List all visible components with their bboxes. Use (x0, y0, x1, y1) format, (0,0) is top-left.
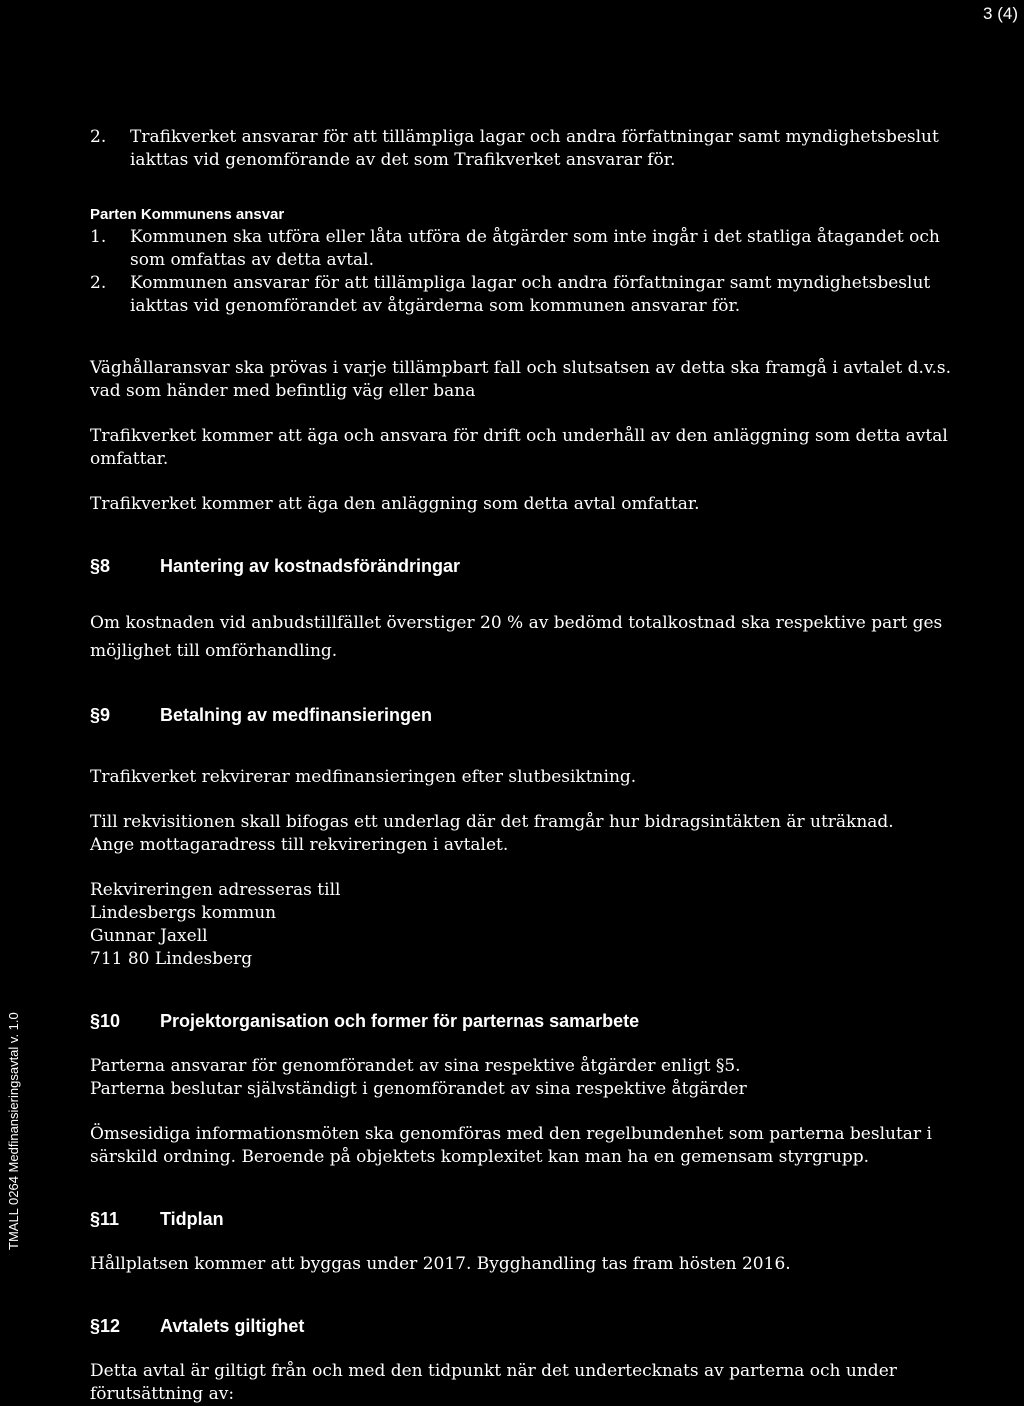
kommun-item-1 (90, 226, 970, 272)
paragraph-aga-anlaggning: Trafikverket kommer att äga den anläggning som detta avtal omfattar. (90, 494, 700, 514)
section-10-heading (90, 1010, 970, 1033)
item-number: 2. (90, 273, 107, 293)
kommun-heading: Parten Kommunens ansvar (90, 206, 285, 223)
item-text: Kommunen ansvarar för att tillämpliga lagar och andra författningar samt myndighetsbeslut iakttas vid genomförandet av åtgärderna som kommunen ansvarar för. (130, 273, 931, 316)
address-line: Gunnar Jaxell (90, 926, 208, 946)
document-body (90, 126, 970, 1406)
section-number: §12 (90, 1316, 121, 1336)
address-block (90, 879, 970, 971)
section-12-text: Detta avtal är giltigt från och med den tidpunkt när det undertecknats av parterna och under förutsättning av: (90, 1361, 897, 1404)
address-line: 711 80 Lindesberg (90, 949, 253, 969)
kommun-item-2 (90, 272, 970, 318)
section-12-heading (90, 1315, 970, 1338)
section-title: Betalning av medfinansieringen (160, 705, 433, 725)
paragraph-drift-underhall: Trafikverket kommer att äga och ansvara för drift och underhåll av den anläggning som detta avtal omfattar. (90, 426, 948, 469)
section-9-heading (90, 704, 970, 727)
section-title: Tidplan (160, 1209, 224, 1229)
section-number: §8 (90, 556, 111, 576)
section-9-p2-line2: Ange mottagaradress till rekvireringen i avtalet. (90, 835, 509, 855)
section-10-p2: Ömsesidiga informationsmöten ska genomföras med den regelbundenhet som parterna beslutar i särskild ordning. Beroende på objektets komplexitet kan man ha en gemensam styrgrupp. (90, 1124, 932, 1167)
section-9-p2-line1: Till rekvisitionen skall bifogas ett underlag där det framgår hur bidragsintäkten är uträknad. (90, 812, 894, 832)
section-8-text: Om kostnaden vid anbudstillfället överstiger 20 % av bedömd totalkostnad ska respektive part ges möjlighet till omförhandling. (90, 613, 943, 661)
section-9-p1: Trafikverket rekvirerar medfinansieringen efter slutbesiktning. (90, 767, 637, 787)
section-11-text: Hållplatsen kommer att byggas under 2017. Bygghandling tas fram hösten 2016. (90, 1254, 791, 1274)
section-number: §11 (90, 1209, 120, 1229)
section-title: Projektorganisation och former för parternas samarbete (160, 1011, 640, 1031)
section-title: Hantering av kostnadsförändringar (160, 556, 461, 576)
item-text: Kommunen ska utföra eller låta utföra de åtgärder som inte ingår i det statliga åtagandet och som omfattas av detta avtal. (130, 227, 940, 270)
section-number: §9 (90, 705, 111, 725)
item-number: 1. (90, 227, 107, 247)
section-10-line1: Parterna ansvarar för genomförandet av sina respektive åtgärder enligt §5. (90, 1056, 741, 1076)
section-11-heading (90, 1208, 970, 1231)
section-title: Avtalets giltighet (160, 1316, 305, 1336)
section-8-heading (90, 555, 970, 578)
trafikverket-item-2 (90, 126, 970, 172)
section-number: §10 (90, 1011, 121, 1031)
page-number: 3 (4) (983, 4, 1018, 23)
item-text: Trafikverket ansvarar för att tillämpliga lagar och andra författningar samt myndighetsbeslut iakttas vid genomförande av det som Trafikverket ansvarar för. (130, 127, 939, 170)
template-side-label: TMALL 0264 Medfinansieringsavtal v. 1.0 (6, 1012, 21, 1250)
item-number: 2. (90, 127, 107, 147)
address-line: Rekvireringen adresseras till (90, 880, 341, 900)
address-line: Lindesbergs kommun (90, 903, 277, 923)
section-10-line2: Parterna beslutar självständigt i genomförandet av sina respektive åtgärder (90, 1079, 747, 1099)
paragraph-vaghallaransvar: Väghållaransvar ska prövas i varje tillämpbart fall och slutsatsen av detta ska framgå i avtalet d.v.s. vad som händer med befintlig väg eller bana (90, 358, 952, 401)
